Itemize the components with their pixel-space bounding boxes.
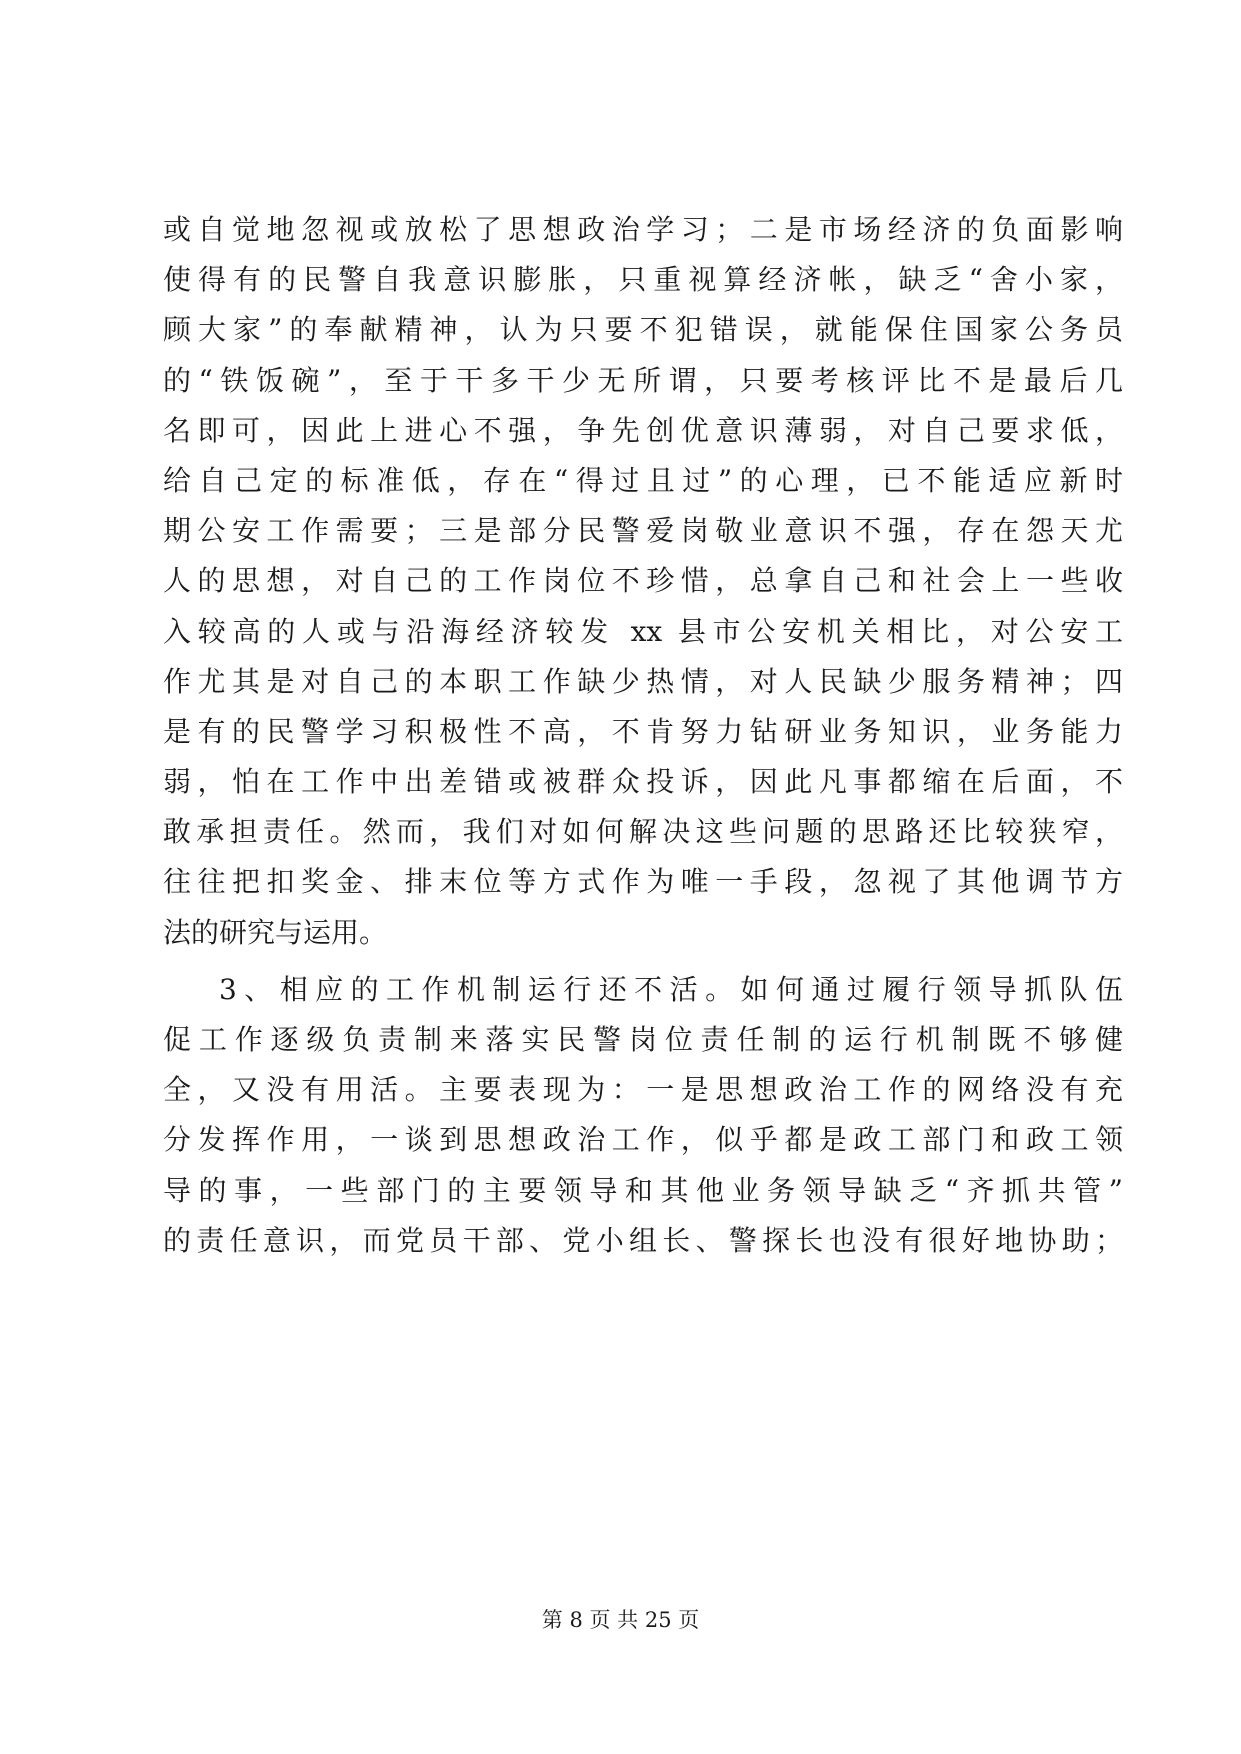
text-line: 的“铁饭碗”，至于干多干少无所谓，只要考核评比不是最后几	[163, 363, 1123, 397]
text-line: 名即可，因此上进心不强，争先创优意识薄弱，对自己要求低，	[163, 413, 1123, 447]
text-line: 3、相应的工作机制运行还不活。如何通过履行领导抓队伍	[219, 972, 1123, 1006]
text-line: 给自己定的标准低，存在“得过且过”的心理，已不能适应新时	[163, 463, 1123, 497]
page-footer	[0, 1605, 1241, 1635]
page-number: 第 8 页 共 25 页	[541, 1608, 700, 1632]
text-line: 导的事，一些部门的主要领导和其他业务领导缺乏“齐抓共管”	[163, 1173, 1123, 1207]
text-line: 人的思想，对自己的工作岗位不珍惜，总拿自己和社会上一些收	[163, 564, 1123, 598]
paragraph-gap	[163, 958, 1123, 965]
text-line: 弱，怕在工作中出差错或被群众投诉，因此凡事都缩在后面，不	[163, 765, 1123, 799]
text-line: 敢承担责任。然而，我们对如何解决这些问题的思路还比较狭窄，	[163, 815, 1123, 849]
text-line: 分发挥作用，一谈到思想政治工作，似乎都是政工部门和政工领	[163, 1123, 1123, 1157]
text-line: 作尤其是对自己的本职工作缺少热情，对人民缺少服务精神；四	[163, 664, 1123, 698]
text-line: 顾大家”的奉献精神，认为只要不犯错误，就能保住国家公务员	[163, 313, 1123, 347]
text-line: 或自觉地忽视或放松了思想政治学习；二是市场经济的负面影响	[163, 213, 1123, 246]
text-line: 法的研究与运用。	[163, 915, 388, 949]
text-line: 全，又没有用活。主要表现为：一是思想政治工作的网络没有充	[163, 1073, 1123, 1107]
text-line: 期公安工作需要；三是部分民警爱岗敬业意识不强，存在怨天尤	[163, 514, 1123, 548]
text-line: 入较高的人或与沿海经济较发 xx 县市公安机关相比，对公安工	[163, 614, 1123, 648]
text-line: 使得有的民警自我意识膨胀，只重视算经济帐，缺乏“舍小家，	[163, 263, 1123, 297]
paragraph-1	[163, 205, 1123, 958]
text-line: 是有的民警学习积极性不高，不肯努力钻研业务知识，业务能力	[163, 714, 1123, 748]
document-body	[163, 205, 1123, 1266]
paragraph-2	[163, 965, 1123, 1266]
text-line: 往往把扣奖金、排末位等方式作为唯一手段，忽视了其他调节方	[163, 865, 1123, 899]
text-line: 的责任意识，而党员干部、党小组长、警探长也没有很好地协助；	[163, 1223, 1123, 1257]
text-line: 促工作逐级负责制来落实民警岗位责任制的运行机制既不够健	[163, 1023, 1123, 1056]
